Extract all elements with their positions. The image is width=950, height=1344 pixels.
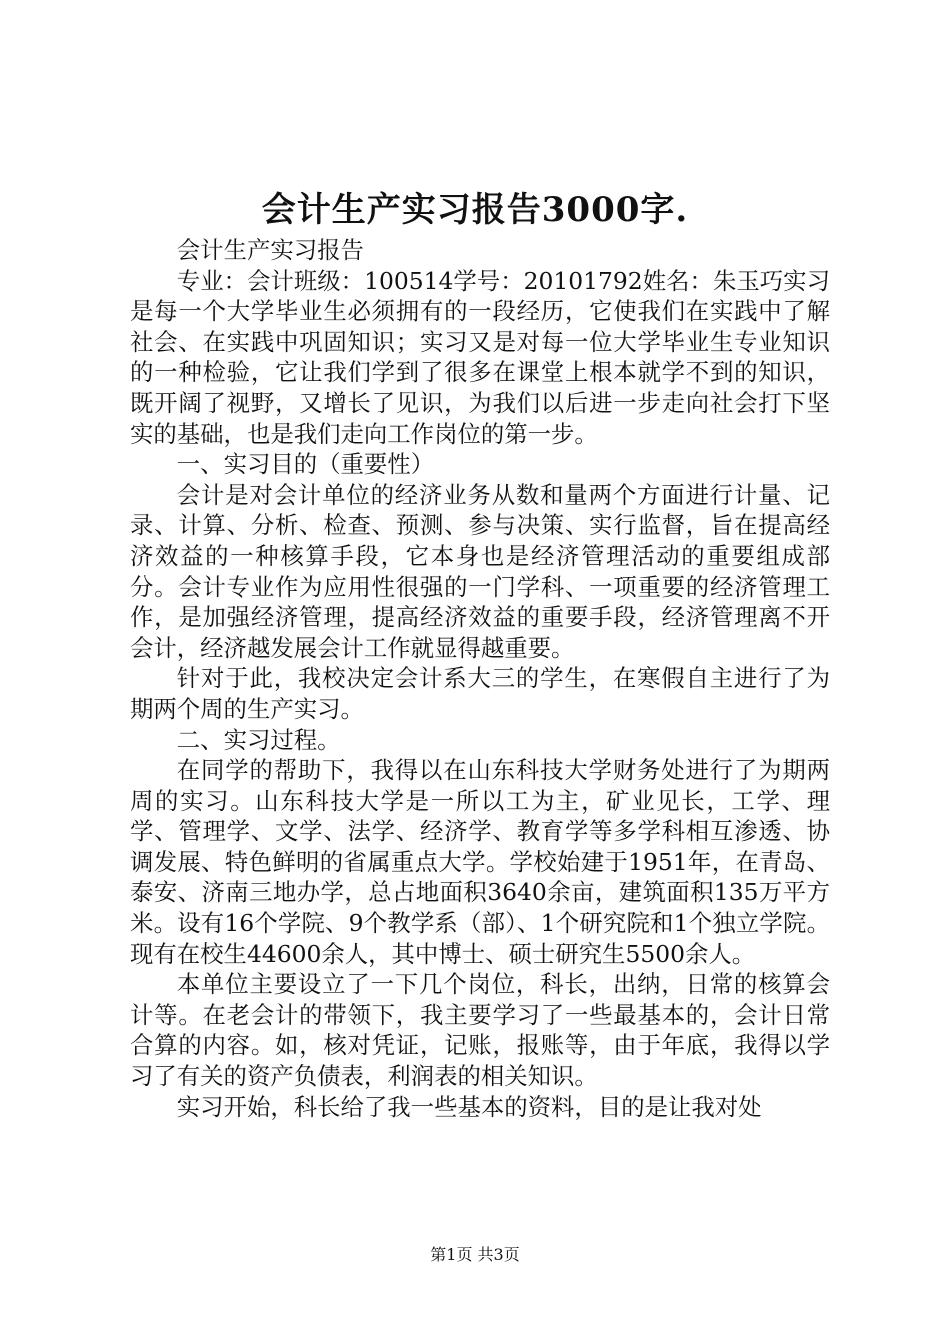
purpose-paragraph: 会计是对会计单位的经济业务从数和量两个方面进行计量、记录、计算、分析、检查、预测、参与决策、实行监督，旨在提高经济效益的一种核算手段，它本身也是经济管理活动的重要组成部分。会计专业作为应用性很强的一门学科、一项重要的经济管理工作，是加强经济管理，提高经济效益的重要手段，经济管理离不开会计，经济越发展会计工作就显得越重要。 — [130, 480, 830, 662]
intro-paragraph: 专业：会计班级：100514学号：20101792姓名：朱玉巧实习是每一个大学毕业生必须拥有的一段经历，它使我们在实践中了解社会、在实践中巩固知识；实习又是对每一位大学毕业生专业知识的一种检验，它让我们学到了很多在课堂上根本就学不到的知识，既开阔了视野，又增长了见识，为我们以后进一步走向社会打下坚实的基础，也是我们走向工作岗位的第一步。 — [130, 266, 830, 448]
start-paragraph: 实习开始，科长给了我一些基本的资料，目的是让我对处 — [176, 1092, 762, 1121]
page-footer: 第1页 共3页 — [430, 1245, 520, 1264]
section-heading-purpose: 一、实习目的（重要性） — [176, 450, 435, 479]
positions-paragraph: 本单位主要设立了一下几个岗位，科长，出纳，日常的核算会计等。在老会计的带领下，我主要学习了一些最基本的，会计日常合算的内容。如，核对凭证，记账，报账等，由于年底，我得以学习了有关的资产负债表，利润表的相关知识。 — [130, 970, 830, 1091]
subtitle-paragraph: 会计生产实习报告 — [176, 236, 364, 264]
document-body — [130, 235, 830, 1122]
purpose-followup-paragraph: 针对于此，我校决定会计系大三的学生，在寒假自主进行了为期两个周的生产实习。 — [130, 664, 830, 723]
document-title: 会计生产实习报告3000字. — [261, 190, 689, 230]
section-heading-process: 二、实习过程。 — [176, 725, 341, 754]
process-paragraph: 在同学的帮助下，我得以在山东科技大学财务处进行了为期两周的实习。山东科技大学是一所以工为主，矿业见长，工学、理学、管理学、文学、法学、经济学、教育学等多学科相互渗透、协调发展、特色鲜明的省属重点大学。学校始建于1951年，在青岛、泰安、济南三地办学，总占地面积3640余亩，建筑面积135万平方米。设有16个学院、9个教学系（部）、1个研究院和1个独立学院。现有在校生44600余人，其中博士、硕士研究生5500余人。 — [130, 756, 830, 968]
